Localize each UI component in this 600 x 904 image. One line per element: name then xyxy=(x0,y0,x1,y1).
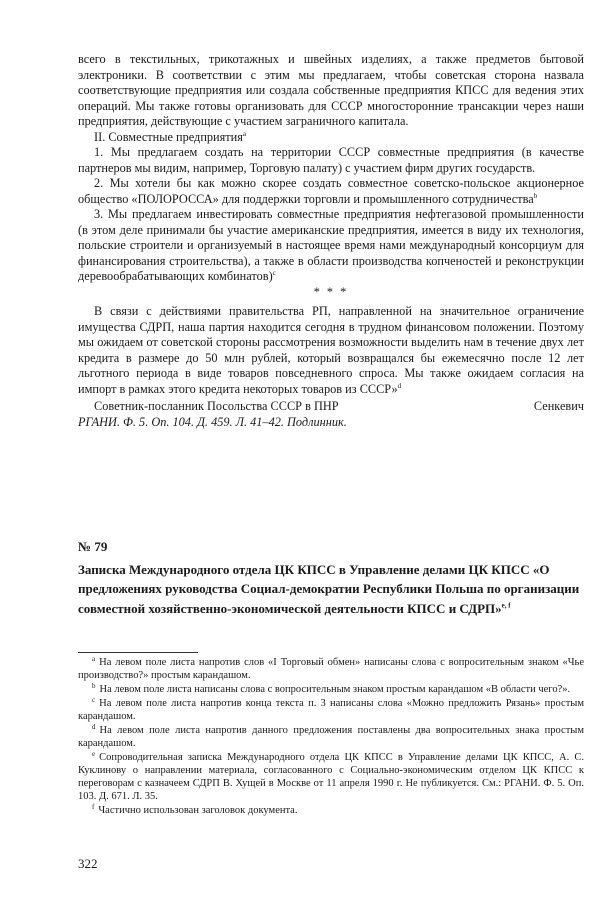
footnote: $^a$ На левом поле листа напротив слов «I Торговый обмен» написаны слова с вопросительным знаком «Чье производство?» простым карандашом. xyxy=(78,654,584,681)
signature-title: Советник-посланник Посольства СССР в ПНР xyxy=(94,399,339,413)
footnote: $^e$ Сопроводительная записка Международного отдела ЦК КПСС в Управление делами ЦК КПСС, А. С. Куклинову о направлении материала, согласованного с Социально-экономическим отделом ЦК КПСС к переговорам с казначеем СДРП В. Хущей в Москве от 11 апреля 1990 г. Не публикуется. См.: РГАНИ. Ф. 5. Оп. 103. Д. 671. Л. 35. xyxy=(78,749,584,802)
page-number: 322 xyxy=(78,856,98,871)
archive-reference: РГАНИ. Ф. 5. Оп. 104. Д. 459. Л. 41–42. Подлинник. xyxy=(78,414,347,429)
list-item: 3. Мы предлагаем инвестировать совместные предприятия нефтегазовой промышленности (в этом деле принимали бы участие американские предприятия, имеется в виду их технология, польские строители и организуемый в настоящее время нами международный консорциум для финансирования строительства), а также в области производства копченостей и реконструкции деревообрабатывающих комбинатов)$^c$ xyxy=(78,207,584,283)
section-heading: II. Совместные предприятия$^a$ xyxy=(94,129,247,144)
footnote-ref: e, f xyxy=(501,601,511,610)
document-header xyxy=(78,537,584,618)
main-text xyxy=(78,52,584,430)
footnote: $^c$ На левом поле листа напротив конца текста п. 3 написаны слова «Можно предложить Рязань» простым карандашом. xyxy=(78,695,584,722)
footnote: $^d$ На левом поле листа напротив данного предложения поставлены два вопросительных знака простым карандашом. xyxy=(78,722,584,749)
signature-name: Сенкевич xyxy=(533,399,584,413)
footnote: $^f$ Частично использован заголовок документа. xyxy=(92,802,298,816)
signature-row xyxy=(78,399,584,415)
footnote-ref: a xyxy=(242,129,247,138)
section-separator: * * * xyxy=(313,284,349,299)
footnote-ref: d xyxy=(397,381,402,390)
paragraph-continuation: всего в текстильных, трикотажных и швейных изделиях, а также предметов бытовой электроники. В соответствии с этим мы предлагаем, чтобы советская сторона назвала соответствующие предприятия или создала собственные предприятия КПСС для ведения этих операций. Мы также готовы организовать для СССР многосторонние трансакции через наши предприятия, действующие с участием заграничного капитала. xyxy=(78,52,584,128)
footnote: $^b$ На левом поле листа написаны слова с вопросительным знаком простым карандашом «В области чего?». xyxy=(92,681,571,695)
footnote-divider xyxy=(78,652,198,653)
document-number: № 79 xyxy=(78,539,108,554)
footnotes xyxy=(78,656,584,818)
footnote-ref: c xyxy=(272,268,276,277)
list-item: 1. Мы предлагаем создать на территории СССР совместные предприятия (в качестве партнеров мы видим, например, Торговую палату) с участием фирм других государств. xyxy=(78,145,584,175)
paragraph-final: В связи с действиями правительства РП, направленной на значительное ограничение имущества СДРП, наша партия находится сегодня в трудном финансовом положении. Поэтому мы ожидаем от советской стороны рассмотрения возможности выделить нам в течение двух лет кредита в размере до 50 млн рублей, который возвращался бы ежемесячно после 12 лет льготного периода в виде товаров повседневного спроса. Мы также ожидаем согласия на импорт в рамках этого кредита некоторых товаров из СССР»$^d$ xyxy=(78,304,584,396)
document-title: Записка Международного отдела ЦК КПСС в Управление делами ЦК КПСС «О предложениях руководства Социал-демократии Республики Польша по организации совместной хозяйственно-экономической деятельности КПСС и СДРП»$^{e, f}$ xyxy=(78,561,580,616)
list-item: 2. Мы хотели бы как можно скорее создать совместное советско-польское акционерное общество «ПОЛОРОССА» для поддержки торговли и промышленного сотрудничества$^b$ xyxy=(78,176,584,206)
footnote-ref: b xyxy=(533,191,538,200)
